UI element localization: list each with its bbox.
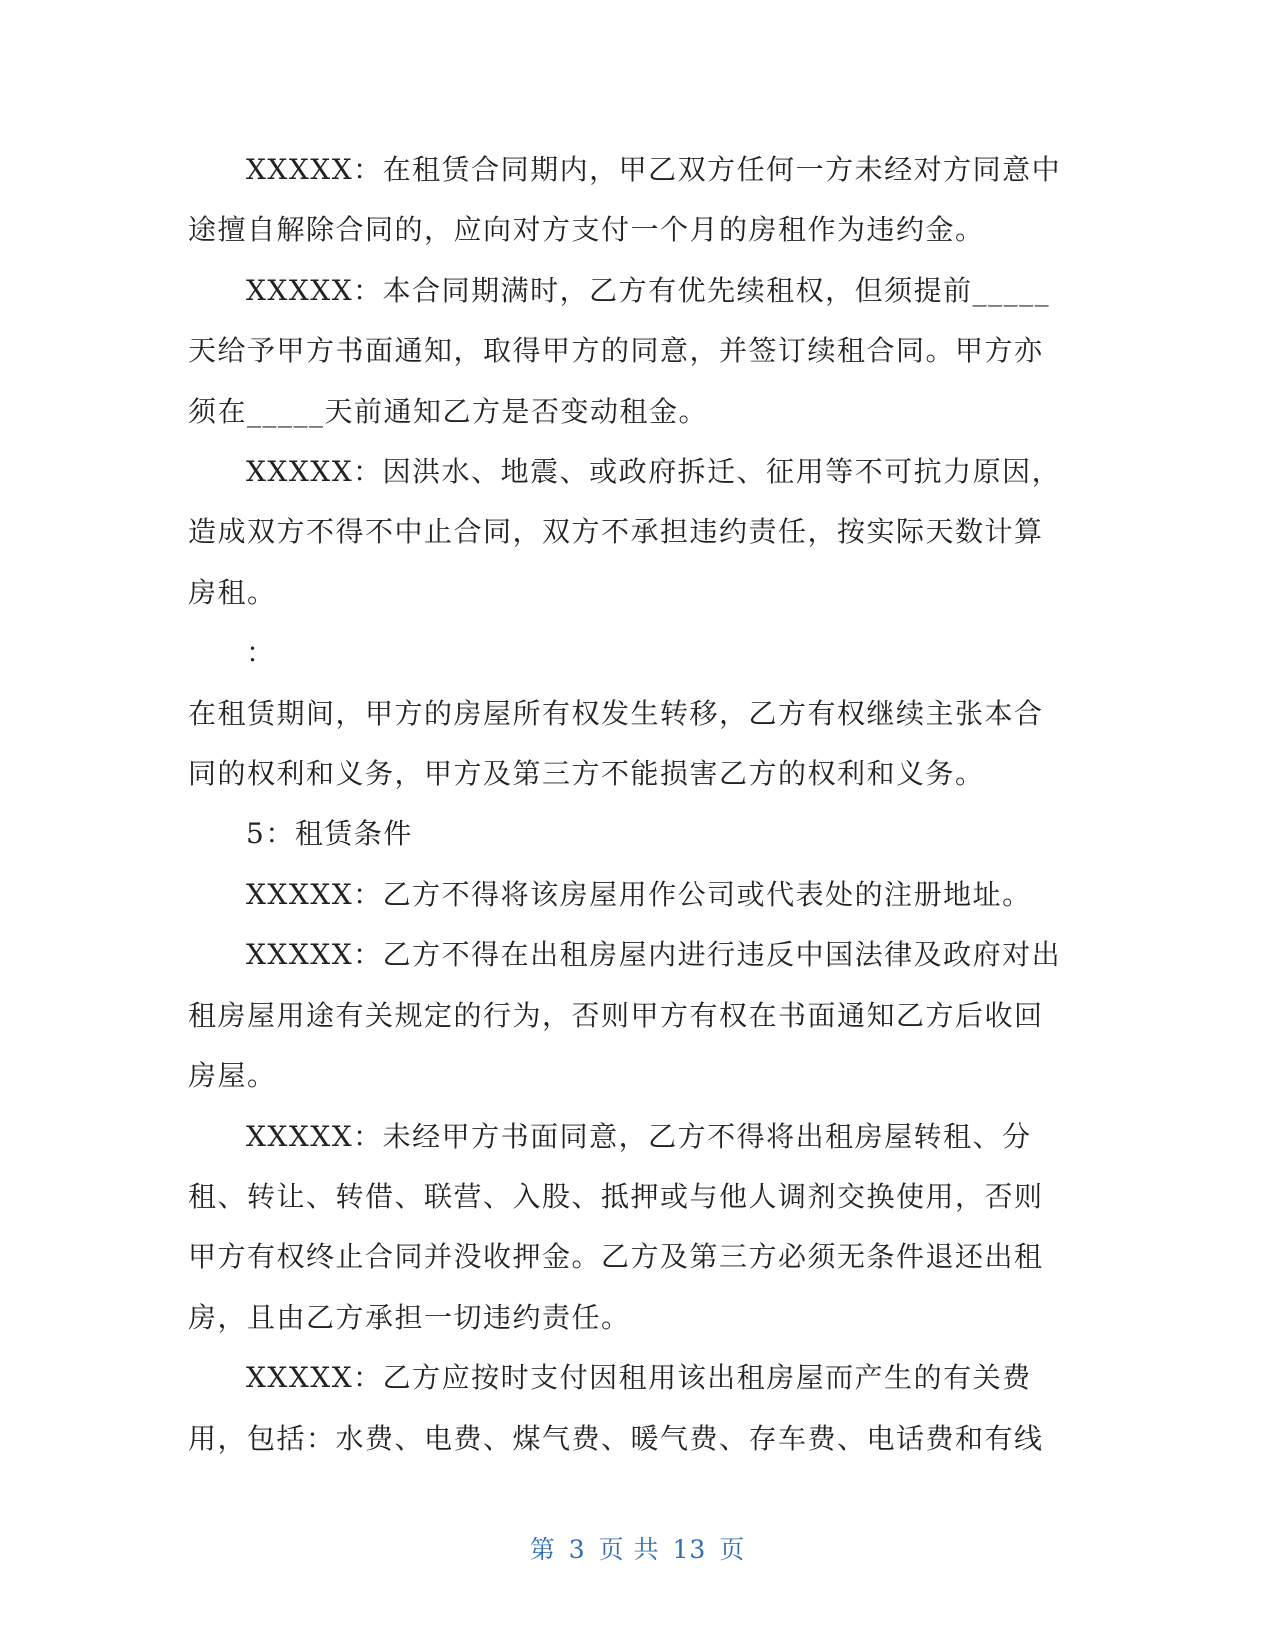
paragraph-renewal: XXXXX：本合同期满时，乙方有优先续租权，但须提前_____天给予甲方书面通知，取得甲方的同意，并签订续租合同。甲方亦须在_____天前通知乙方是否变动租金。 bbox=[188, 273, 1051, 428]
page-footer bbox=[0, 1530, 1275, 1566]
paragraph-legal-use: XXXXX：乙方不得在出租房屋内进行违反中国法律及政府对出租房屋用途有关规定的行为，否则甲方有权在书面通知乙方后收回房屋。 bbox=[188, 938, 1062, 1093]
document-body bbox=[188, 140, 1068, 1469]
paragraph-registered-address: XXXXX：乙方不得将该房屋用作公司或代表处的注册地址。 bbox=[246, 877, 1032, 911]
paragraph-early-termination: XXXXX：在租赁合同期内，甲乙双方任何一方未经对方同意中途擅自解除合同的，应向对方支付一个月的房租作为违约金。 bbox=[188, 153, 1062, 247]
paragraph-colon: ： bbox=[246, 636, 276, 670]
footer-middle: 页 共 bbox=[598, 1535, 660, 1564]
paragraph-fees: XXXXX：乙方应按时支付因租用该出租房屋而产生的有关费用，包括：水费、电费、煤气费、暖气费、存车费、电话费和有线 bbox=[188, 1361, 1044, 1455]
paragraph-ownership-transfer: 在租赁期间，甲方的房屋所有权发生转移，乙方有权继续主张本合同的权利和义务，甲方及第三方不能损害乙方的权利和义务。 bbox=[188, 696, 1044, 791]
footer-total-pages: 13 bbox=[672, 1535, 707, 1564]
footer-page-number: 3 bbox=[568, 1535, 586, 1564]
paragraph-sublet: XXXXX：未经甲方书面同意，乙方不得将出租房屋转租、分租、转让、转借、联营、入股、抵押或与他人调剂交换使用，否则甲方有权终止合同并没收押金。乙方及第三方必须无条件退还出租房，且由乙方承担一切违约责任。 bbox=[188, 1119, 1044, 1334]
section-heading-lease-conditions: 5：租赁条件 bbox=[246, 817, 413, 851]
footer-suffix: 页 bbox=[719, 1535, 746, 1564]
paragraph-force-majeure: XXXXX：因洪水、地震、或政府拆迁、征用等不可抗力原因，造成双方不得不中止合同，双方不承担违约责任，按实际天数计算房租。 bbox=[188, 455, 1062, 609]
footer-prefix: 第 bbox=[529, 1535, 556, 1564]
